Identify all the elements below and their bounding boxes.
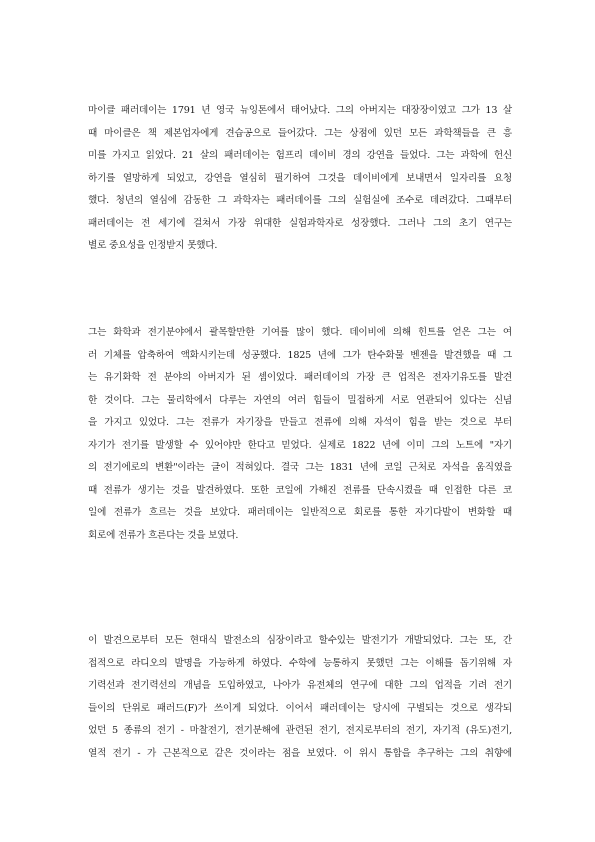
text-line: 회로에 전류가 흐른다는 것을 보였다. <box>88 529 239 541</box>
text-line: 들이의 단위로 패러드(F)가 쓰이게 되었다. 이어서 패러데이는 당시에 구별되는 것으로 생각되 <box>88 702 512 714</box>
text-line: 하기를 열망하게 되었고, 강연을 열심히 필기하여 그것을 데이비에게 보내면서 일자리를 요청 <box>88 172 512 184</box>
text-line: 때 전류가 생기는 것을 발견하였다. 또한 코일에 가해진 전류를 단속시켰을 때 인접한 다른 코 <box>88 484 512 496</box>
text-line: 었던 5 종류의 전기 - 마찰전기, 전기분해에 관련된 전기, 전지로부터의 전기, 자기적 (유도)전기, <box>88 725 512 736</box>
text-line: 일에 전류가 흐르는 것을 보았다. 패러데이는 일반적으로 회로를 통한 자기다발이 변화할 때 <box>88 507 512 518</box>
text-line: 러 기체를 압축하여 액화시키는데 성공했다. 1825 년에 그가 탄수화물 벤젠을 발견했을 때 그 <box>88 349 512 361</box>
text-line: 자기가 전기를 발생할 수 있어야만 한다고 믿었다. 실제로 1822 년에 이미 그의 노트에 "자기 <box>88 439 512 451</box>
paragraph-1 <box>88 100 512 258</box>
text-line: 패러데이는 전 세기에 걸쳐서 가장 위대한 실험과학자로 성장했다. 그러나 그의 초기 연구는 <box>88 217 512 229</box>
text-line: 을 가지고 있었다. 그는 전류가 자기장을 만들고 전류에 의해 자석이 힘을 받는 것으로 부터 <box>88 417 512 428</box>
text-line: 기력선과 전기력선의 개념을 도입하였고, 나아가 유전체의 연구에 대한 그의 업적을 기려 전기 <box>88 680 512 691</box>
paragraph-3 <box>88 630 512 765</box>
text-line: 한 것이다. 그는 물리학에서 다루는 자연의 여러 힘들이 밀접하게 서로 연관되어 있다는 신념 <box>88 394 512 406</box>
text-line: 의 전기에로의 변환"이라는 글이 적혀있다. 결국 그는 1831 년에 코일 근처로 자석을 움직였을 <box>88 462 512 473</box>
text-line: 그는 화학과 전기분야에서 괄목할만한 기여를 많이 했다. 데이비에 의해 힌트를 얻은 그는 여 <box>88 327 512 338</box>
text-line: 는 유기화학 전 분야의 아버지가 된 셈이었다. 패러데이의 가장 큰 업적은 전자기유도를 발견 <box>88 372 512 383</box>
paragraph-2 <box>88 322 512 547</box>
text-line: 이 발견으로부터 모든 현대식 발전소의 심장이라고 할수있는 발전기가 개발되었다. 그는 또, 간 <box>88 635 512 646</box>
text-line: 접적으로 라디오의 발명을 가능하게 하였다. 수학에 능통하지 못했던 그는 이해를 돕기위해 자 <box>88 657 512 669</box>
text-line: 했다. 청년의 열심에 감동한 그 과학자는 패러데이를 그의 실험실에 조수로 데려갔다. 그때부터 <box>88 195 512 206</box>
text-line: 때 마이클은 책 제본업자에게 견습공으로 들어갔다. 그는 상점에 있던 모든 과학책들을 큰 흥 <box>88 127 512 139</box>
text-line: 미를 가지고 읽었다. 21 살의 패러데이는 험프리 데이비 경의 강연을 들었다. 그는 과학에 헌신 <box>88 150 512 161</box>
text-line: 마이클 패러데이는 1791 년 영국 뉴잉톤에서 태어났다. 그의 아버지는 대장장이였고 그가 13 살 <box>88 105 512 116</box>
text-line: 열적 전기 - 가 근본적으로 같은 것이라는 점을 보였다. 이 위시 통합을 추구하는 그의 취향에 <box>88 747 512 759</box>
text-line: 별로 중요성을 인정받지 못했다. <box>88 240 218 251</box>
